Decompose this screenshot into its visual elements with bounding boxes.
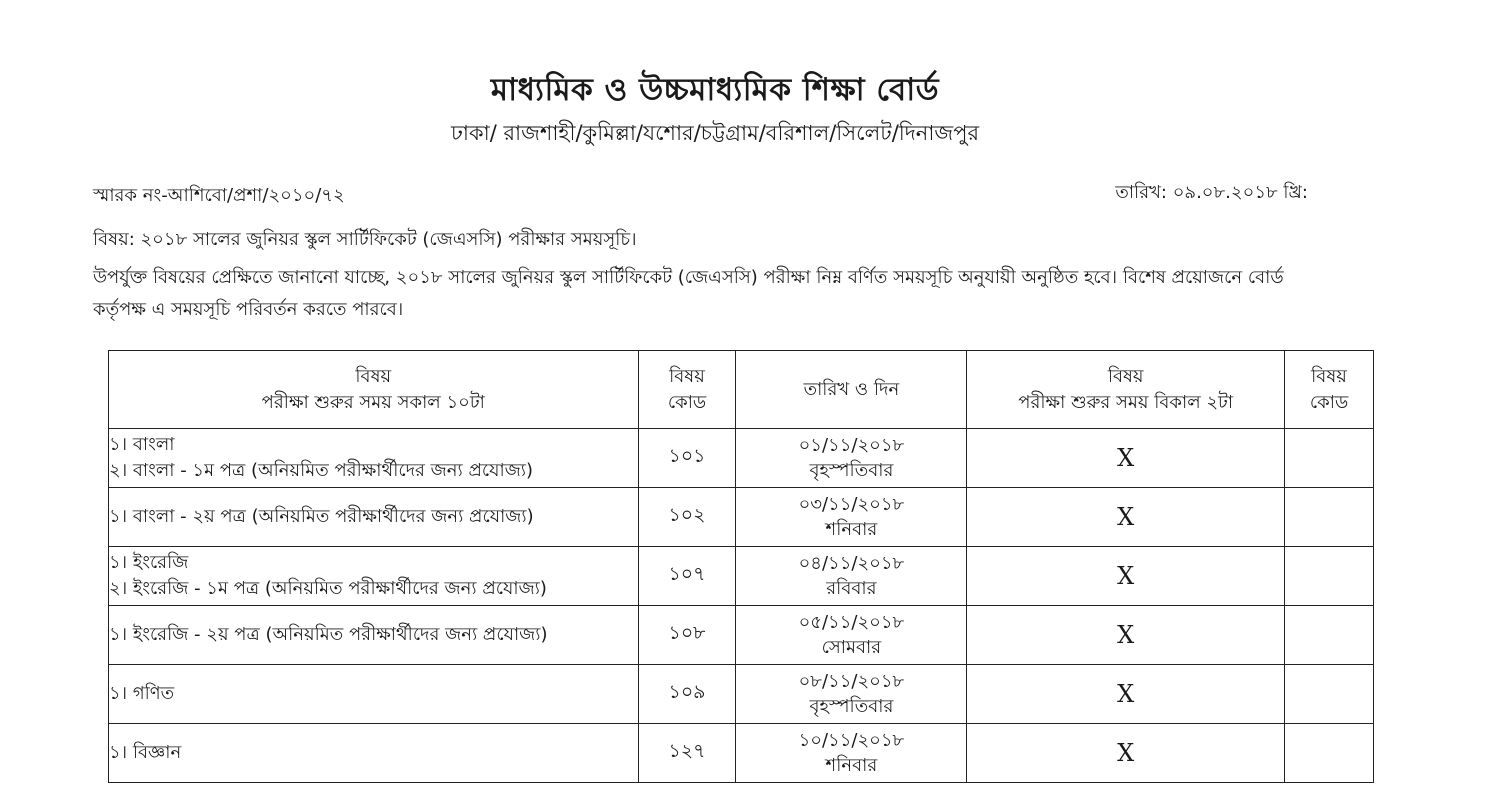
subject-code-cell: ১০৮ xyxy=(638,606,736,665)
header-afternoon-subject xyxy=(967,351,1285,429)
afternoon-code-cell xyxy=(1285,724,1374,783)
subject-line-1: ১। গণিত xyxy=(109,683,175,704)
subject-code-cell: ১০১ xyxy=(638,429,736,488)
exam-day: শনিবার xyxy=(825,755,878,776)
subject-code-cell: ১২৭ xyxy=(638,724,736,783)
issue-date: তারিখ: ০৯.০৮.২০১৮ খ্রি: xyxy=(1115,182,1308,203)
exam-day: সোমবার xyxy=(821,637,882,658)
afternoon-code-cell xyxy=(1285,547,1374,606)
header-date-day xyxy=(736,351,967,429)
exam-date: ০১/১১/২০১৮ xyxy=(798,435,905,456)
morning-subject-cell xyxy=(109,488,639,547)
header-acode-line2: কোড xyxy=(1309,391,1349,413)
header-afternoon-code xyxy=(1285,351,1374,429)
date-day-cell xyxy=(736,606,967,665)
subject-line-2: ২। বাংলা - ১ম পত্র (অনিয়মিত পরীক্ষার্থীদের জন্য প্রযোজ্য) xyxy=(109,460,534,481)
board-list: ঢাকা/ রাজশাহী/কুমিল্লা/যশোর/চট্টগ্রাম/বরিশাল/সিলেট/দিনাজপুর xyxy=(450,121,980,145)
exam-day: বৃহস্পতিবার xyxy=(809,696,894,717)
date-day-cell xyxy=(736,547,967,606)
afternoon-subject-cell: X xyxy=(967,429,1285,488)
subject-line-2: ২। ইংরেজি - ১ম পত্র (অনিয়মিত পরীক্ষার্থীদের জন্য প্রযোজ্য) xyxy=(109,578,547,599)
exam-date: ০৫/১১/২০১৮ xyxy=(798,612,905,633)
exam-date: ০৪/১১/২০১৮ xyxy=(798,553,905,574)
exam-day: রবিবার xyxy=(826,578,877,599)
board-title: মাধ্যমিক ও উচ্চমাধ্যমিক শিক্ষা বোর্ড xyxy=(490,72,940,108)
table-row xyxy=(109,429,1374,488)
exam-date: ১০/১১/২০১৮ xyxy=(798,730,905,751)
notice-paragraph: উপর্যুক্ত বিষয়ের প্রেক্ষিতে জানানো যাচ্ছে, ২০১৮ সালের জুনিয়র স্কুল সার্টিফিকেট (জেএসসি) পরীক্ষা নিম্ন বর্ণিত সময়সূচি অনুযায়ী অনুষ্ঠিত হবে। বিশেষ প্রয়োজনে বোর্ড কর্তৃপক্ষ এ সময়সূচি পরিবর্তন করতে পারবে। xyxy=(93,267,1284,320)
table-row xyxy=(109,665,1374,724)
table-header-row xyxy=(109,351,1374,429)
afternoon-subject-cell: X xyxy=(967,724,1285,783)
header-date-day-label: তারিখ ও দিন xyxy=(803,378,900,400)
header-subject-code xyxy=(638,351,736,429)
subject-line: বিষয়: ২০১৮ সালের জুনিয়র স্কুল সার্টিফিকেট (জেএসসি) পরীক্ষার সময়সূচি। xyxy=(93,229,637,250)
date-day-cell xyxy=(736,429,967,488)
morning-subject-cell xyxy=(109,606,639,665)
date-day-cell xyxy=(736,724,967,783)
header-code-line2: কোড xyxy=(667,391,707,413)
header-afternoon-subject-label: বিষয় xyxy=(1107,365,1144,387)
memo-number: স্মারক নং-আশিবো/প্রশা/২০১০/৭২ xyxy=(93,185,345,206)
exam-day: বৃহস্পতিবার xyxy=(809,460,894,481)
table-row xyxy=(109,547,1374,606)
subject-code-cell: ১০২ xyxy=(638,488,736,547)
subject-line-1: ১। বাংলা - ২য় পত্র (অনিয়মিত পরীক্ষার্থীদের জন্য প্রযোজ্য) xyxy=(109,506,534,527)
exam-schedule-table xyxy=(108,350,1374,783)
afternoon-code-cell xyxy=(1285,665,1374,724)
morning-subject-cell xyxy=(109,665,639,724)
afternoon-code-cell xyxy=(1285,606,1374,665)
table-row xyxy=(109,606,1374,665)
afternoon-subject-cell: X xyxy=(967,547,1285,606)
header-afternoon-time: পরীক্ষা শুরুর সময় বিকাল ২টা xyxy=(1018,391,1234,413)
exam-day: শনিবার xyxy=(825,519,878,540)
header-morning-subject xyxy=(109,351,639,429)
date-day-cell xyxy=(736,665,967,724)
afternoon-subject-cell: X xyxy=(967,488,1285,547)
subject-code-cell: ১০৭ xyxy=(638,547,736,606)
subject-line-1: ১। ইংরেজি xyxy=(109,552,189,573)
morning-subject-cell xyxy=(109,429,639,488)
morning-subject-cell xyxy=(109,547,639,606)
header-morning-subject-label: বিষয় xyxy=(355,365,392,387)
morning-subject-cell xyxy=(109,724,639,783)
header-code-line1: বিষয় xyxy=(669,365,705,387)
subject-line-1: ১। বাংলা xyxy=(109,434,175,455)
subject-code-cell: ১০৯ xyxy=(638,665,736,724)
table-row xyxy=(109,488,1374,547)
afternoon-code-cell xyxy=(1285,429,1374,488)
header-acode-line1: বিষয় xyxy=(1311,365,1347,387)
table-row xyxy=(109,724,1374,783)
exam-date: ০৩/১১/২০১৮ xyxy=(798,494,905,515)
subject-line-1: ১। ইংরেজি - ২য় পত্র (অনিয়মিত পরীক্ষার্থীদের জন্য প্রযোজ্য) xyxy=(109,624,548,645)
afternoon-subject-cell: X xyxy=(967,665,1285,724)
date-day-cell xyxy=(736,488,967,547)
header-morning-time: পরীক্ষা শুরুর সময় সকাল ১০টা xyxy=(261,391,485,413)
afternoon-subject-cell: X xyxy=(967,606,1285,665)
exam-date: ০৮/১১/২০১৮ xyxy=(798,671,905,692)
afternoon-code-cell xyxy=(1285,488,1374,547)
subject-line-1: ১। বিজ্ঞান xyxy=(109,742,182,763)
